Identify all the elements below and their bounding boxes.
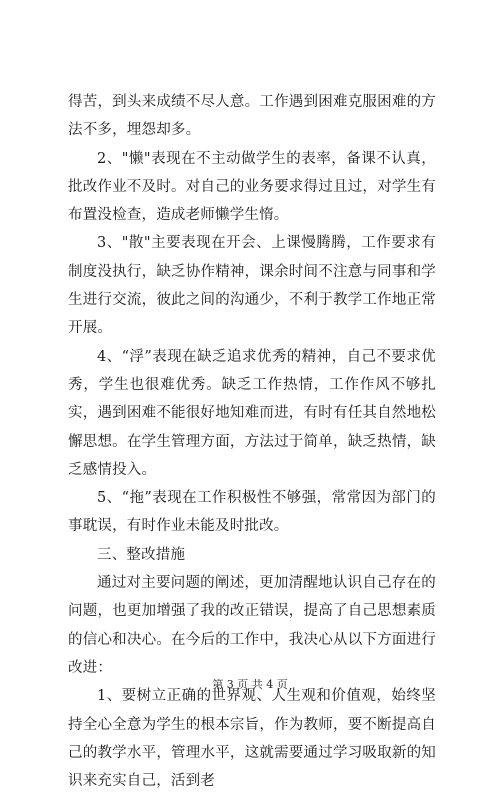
paragraph-item-2: 2、"懒"表现在不主动做学生的表率，备课不认真，批改作业不及时。对自己的业务要求得过且过，对学生有布置没检查，造成老师懒学生惰。 — [68, 150, 436, 224]
paragraph-item-5: 5、“拖”表现在工作积极性不够强，常常因为部门的事耽误，有时作业未能及时批改。 — [68, 490, 436, 535]
paragraph-continuation: 得苦，到头来成绩不尽人意。工作遇到困难克服困难的方法不多，埋怨却多。 — [68, 94, 436, 139]
paragraph-item-4: 4、“浮”表现在缺乏追求优秀的精神，自己不要求优秀，学生也很难优秀。缺乏工作热情，工作作风不够扎实，遇到困难不能很好地知难而进，有时有任其自然地松懈思想。在学生管理方面，方法过于简单，缺乏热情，缺乏感情投入。 — [68, 348, 436, 478]
page-number: 第 3 页 共 4 页 — [212, 678, 288, 691]
paragraph-intro: 通过对主要问题的阐述，更加清醒地认识自己存在的问题，也更加增强了我的改正错误，提高了自己思想素质的信心和决心。在今后的工作中，我决心从以下方面进行改进： — [68, 575, 436, 676]
paragraph-item-3: 3、"散"主要表现在开会、上课慢腾腾，工作要求有制度没执行，缺乏协作精神，课余时间不注意与同事和学生进行交流，彼此之间的沟通少，不利于教学工作地正常开展。 — [68, 235, 436, 337]
paragraph-measure-1: 1、要树立正确的世界观、人生观和价值观，始终坚持全心全意为学生的根本宗旨，作为教师，要不断提高自己的教学水平，管理水平，这就需要通过学习吸取新的知识来充实自己，活到老 — [68, 688, 436, 790]
section-heading: 三、整改措施 — [97, 546, 186, 563]
